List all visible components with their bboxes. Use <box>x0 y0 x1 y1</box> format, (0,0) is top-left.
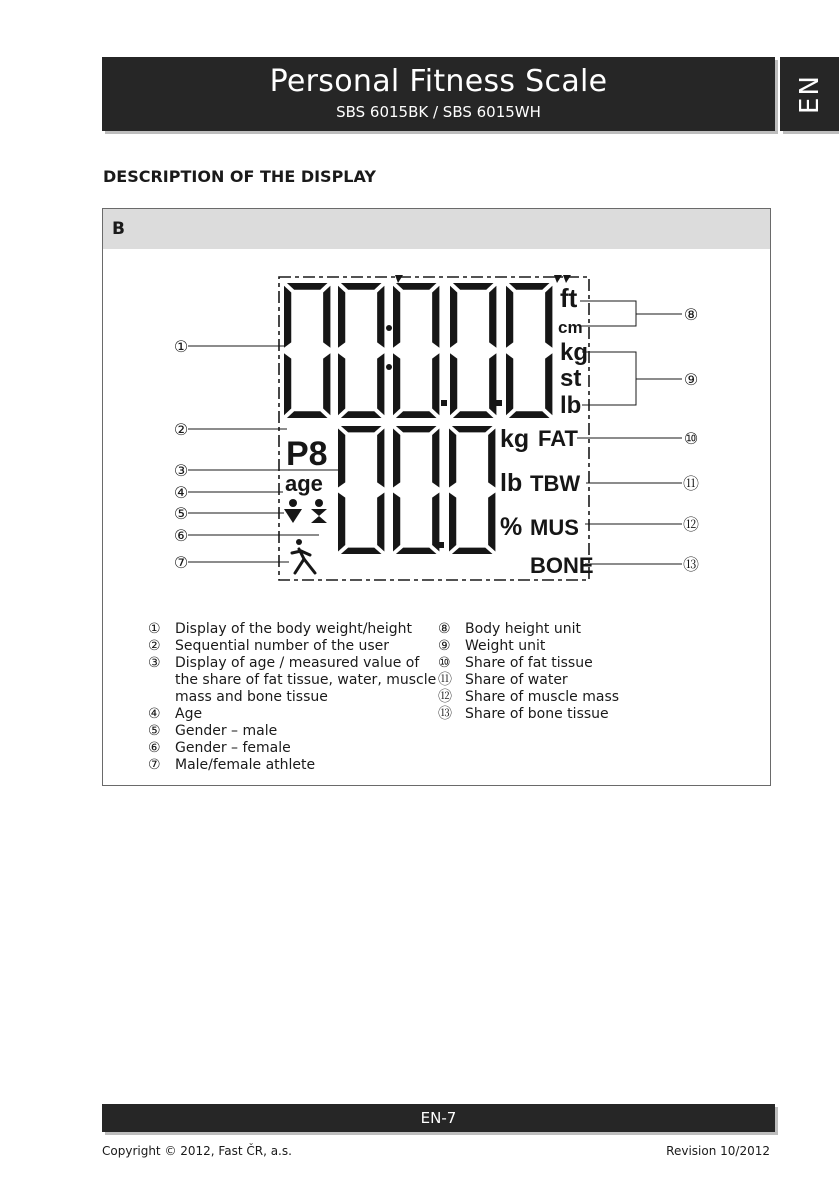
language-tab <box>780 57 839 131</box>
legend-item: ⑨ Weight unit <box>438 638 546 654</box>
legend-item: ⑬ Share of bone tissue <box>438 706 609 722</box>
unit-ft: ft <box>560 283 578 313</box>
callout-13: ⑬ <box>682 555 700 574</box>
legend-right <box>438 621 678 723</box>
unit-percent: % <box>500 513 523 541</box>
value-digit <box>338 426 384 554</box>
legend-item: ① Display of the body weight/height <box>148 621 413 637</box>
gender-icons <box>284 499 327 523</box>
value-digit <box>393 426 439 554</box>
male-head-icon <box>289 499 297 507</box>
tbw-label: TBW <box>530 471 581 496</box>
callout-10: ⑩ <box>683 429 699 448</box>
main-digit <box>506 283 552 418</box>
main-digit <box>338 283 384 418</box>
tick-mark <box>395 275 403 283</box>
fat-label: FAT <box>538 426 578 451</box>
athlete-icon <box>292 539 315 573</box>
panel-label: B <box>103 209 770 249</box>
value-digits <box>338 426 495 554</box>
legend-item: ⑤ Gender – male <box>148 723 278 739</box>
revision-text: Revision 10/2012 <box>666 1144 770 1158</box>
section-heading: DESCRIPTION OF THE DISPLAY <box>103 167 376 186</box>
legend-item: ④ Age <box>148 706 203 722</box>
main-digit <box>393 283 439 418</box>
page-title: Personal Fitness Scale <box>269 64 608 99</box>
legend-item: ⑦ Male/female athlete <box>148 757 316 773</box>
female-icon <box>311 509 327 523</box>
callout-3: ③ <box>173 461 189 480</box>
copyright-text: Copyright © 2012, Fast ČR, a.s. <box>102 1144 292 1158</box>
unit-cm: cm <box>558 318 583 337</box>
legend-item: ⑩ Share of fat tissue <box>438 655 593 671</box>
callout-2: ② <box>173 420 189 439</box>
legend-item: ② Sequential number of the user <box>148 638 390 654</box>
bone-label: BONE <box>530 553 594 578</box>
callout-7: ⑦ <box>173 553 189 572</box>
unit-kg: kg <box>560 339 589 366</box>
main-digit <box>450 283 496 418</box>
value-digit <box>449 426 495 554</box>
user-number-digits: P8 <box>286 435 328 473</box>
callout-1: ① <box>173 337 189 356</box>
tick-mark <box>554 275 562 283</box>
main-digits <box>284 275 571 418</box>
decimal-point <box>496 400 502 406</box>
callout-5: ⑤ <box>173 504 189 523</box>
legend-item: ⑧ Body height unit <box>438 621 581 637</box>
tick-mark <box>563 275 571 283</box>
unit-lb: lb <box>560 392 582 419</box>
callout-6: ⑥ <box>173 526 189 545</box>
unit-kg-small: kg <box>500 425 530 453</box>
mus-label: MUS <box>530 515 579 540</box>
decimal-point <box>438 542 444 548</box>
main-digit <box>284 283 330 418</box>
callout-12: ⑫ <box>682 515 700 534</box>
page-number-bar <box>102 1104 775 1132</box>
legend-item: ⑪ Share of water <box>438 672 568 688</box>
legend-item: ③ Display of age / measured value of the share of fat tissue, water, muscle mass and bone tissue <box>148 655 437 705</box>
unit-st: st <box>560 365 582 392</box>
colon-dot <box>386 325 392 331</box>
unit-lb-small: lb <box>500 469 523 497</box>
age-label: age <box>285 471 323 496</box>
male-icon <box>284 509 302 523</box>
callout-4: ④ <box>173 483 189 502</box>
legend-item: ⑥ Gender – female <box>148 740 291 756</box>
legend-left <box>148 621 438 774</box>
legend-item: ⑫ Share of muscle mass <box>438 689 620 705</box>
callout-11: ⑪ <box>682 474 700 493</box>
page-number: EN-7 <box>420 1109 457 1127</box>
model-subtitle: SBS 6015BK / SBS 6015WH <box>336 103 541 121</box>
female-head-icon <box>315 499 323 507</box>
decimal-point <box>441 400 447 406</box>
language-label: EN <box>794 74 825 114</box>
colon-dot <box>386 364 392 370</box>
page-header <box>102 57 775 131</box>
display-figure-panel <box>102 208 771 786</box>
callout-8: ⑧ <box>683 305 699 324</box>
callout-9: ⑨ <box>683 370 699 389</box>
